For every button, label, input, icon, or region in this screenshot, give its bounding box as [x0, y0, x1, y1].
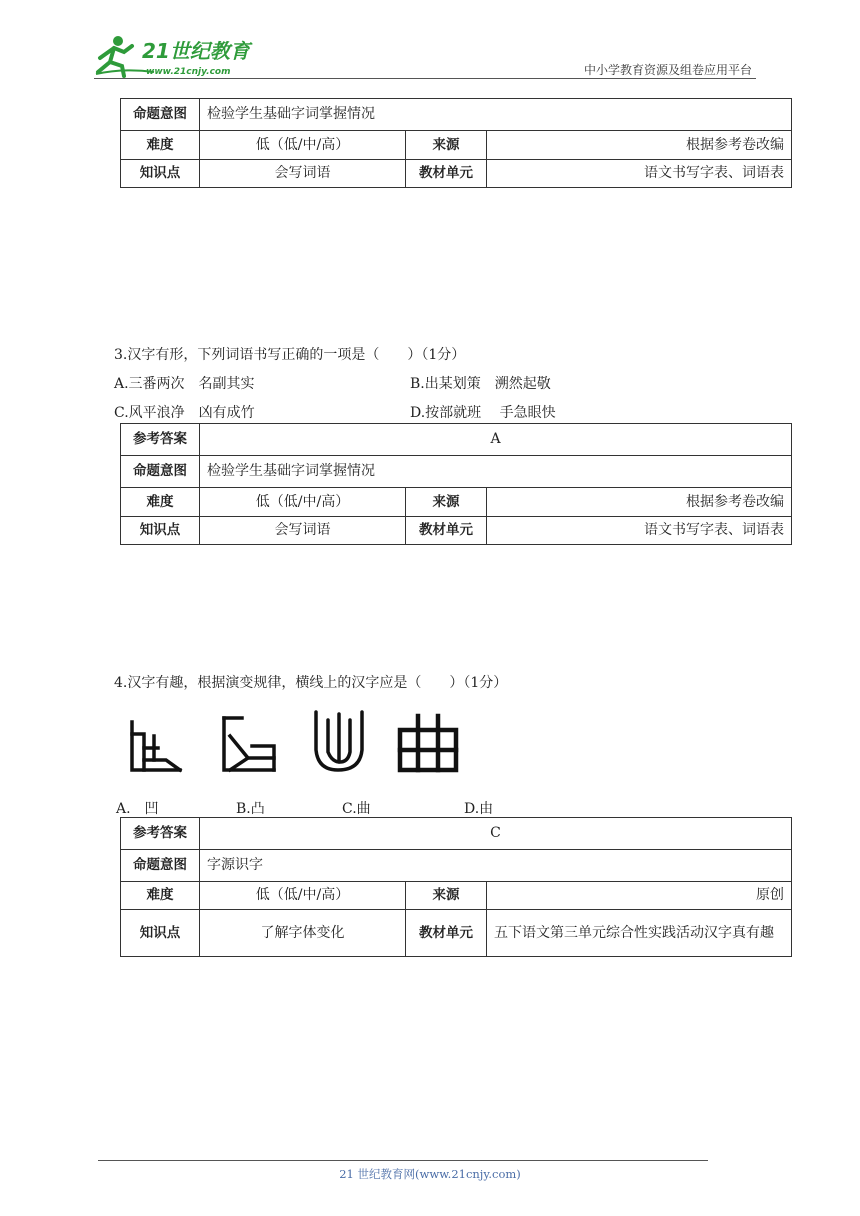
intent-value: 检验学生基础字词掌握情况 — [200, 456, 792, 488]
unit-label: 教材单元 — [406, 517, 487, 545]
source-label: 来源 — [406, 131, 487, 160]
knowledge-label: 知识点 — [121, 160, 200, 188]
difficulty-value: 低（低/中/高） — [200, 882, 406, 910]
question-4-option-c[interactable]: C.曲 — [342, 801, 371, 817]
source-label: 来源 — [406, 488, 487, 517]
answer-value: C — [200, 818, 792, 850]
platform-name: 中小学教育资源及组卷应用平台 — [583, 63, 752, 77]
source-label: 来源 — [406, 882, 487, 910]
question-4-stem: 4.汉字有趣，根据演变规律，横线上的汉字应是（ ）（1分） — [114, 675, 508, 691]
intent-label: 命题意图 — [121, 99, 200, 131]
answer-label: 参考答案 — [121, 424, 200, 456]
question-4-option-b[interactable]: B.凸 — [236, 801, 265, 817]
difficulty-label: 难度 — [121, 882, 200, 910]
unit-label: 教材单元 — [406, 910, 487, 957]
intent-value: 检验学生基础字词掌握情况 — [200, 99, 792, 131]
oracle-glyph-3 — [316, 712, 362, 770]
knowledge-label: 知识点 — [121, 517, 200, 545]
logo-text: 21世纪教育 — [142, 39, 250, 63]
unit-value: 语文书写字表、词语表 — [487, 160, 792, 188]
knowledge-value: 了解字体变化 — [200, 910, 406, 957]
question-4-meta-table — [120, 817, 792, 957]
site-logo — [94, 32, 264, 80]
source-value: 原创 — [487, 882, 792, 910]
seal-glyph-4 — [400, 716, 456, 770]
difficulty-value: 低（低/中/高） — [200, 488, 406, 517]
source-value: 根据参考卷改编 — [487, 488, 792, 517]
footer-divider — [98, 1160, 708, 1161]
oracle-glyph-2 — [224, 718, 274, 770]
question-meta-table-2 — [120, 98, 792, 188]
oracle-glyph-1 — [132, 722, 180, 770]
question-4-option-a[interactable]: A. 凹 — [116, 801, 159, 817]
question-3-option-a[interactable]: A.三番两次 名副其实 — [114, 376, 255, 392]
knowledge-value: 会写词语 — [200, 517, 406, 545]
knowledge-label: 知识点 — [121, 910, 200, 957]
header-divider — [94, 78, 756, 79]
footer-link[interactable]: 21 世纪教育网(www.21cnjy.com) — [339, 1167, 521, 1181]
intent-label: 命题意图 — [121, 850, 200, 882]
question-3-option-d[interactable]: D.按部就班 手急眼快 — [410, 405, 556, 421]
answer-label: 参考答案 — [121, 818, 200, 850]
difficulty-value: 低（低/中/高） — [200, 131, 406, 160]
unit-label: 教材单元 — [406, 160, 487, 188]
difficulty-label: 难度 — [121, 131, 200, 160]
unit-value: 五下语文第三单元综合性实践活动汉字真有趣 — [487, 910, 792, 957]
question-4-option-d[interactable]: D.由 — [464, 801, 494, 817]
question-3-option-b[interactable]: B.出某划策 溯然起敬 — [410, 376, 551, 392]
question-3-stem: 3.汉字有形，下列词语书写正确的一项是（ ）（1分） — [114, 347, 466, 363]
answer-value: A — [200, 424, 792, 456]
character-evolution-figure — [126, 706, 466, 778]
knowledge-value: 会写词语 — [200, 160, 406, 188]
intent-label: 命题意图 — [121, 456, 200, 488]
intent-value: 字源识字 — [200, 850, 792, 882]
unit-value: 语文书写字表、词语表 — [487, 517, 792, 545]
question-3-meta-table — [120, 423, 792, 545]
logo-url: www.21cnjy.com — [146, 67, 231, 77]
difficulty-label: 难度 — [121, 488, 200, 517]
question-3-option-c[interactable]: C.风平浪净 凶有成竹 — [114, 405, 255, 421]
source-value: 根据参考卷改编 — [487, 131, 792, 160]
